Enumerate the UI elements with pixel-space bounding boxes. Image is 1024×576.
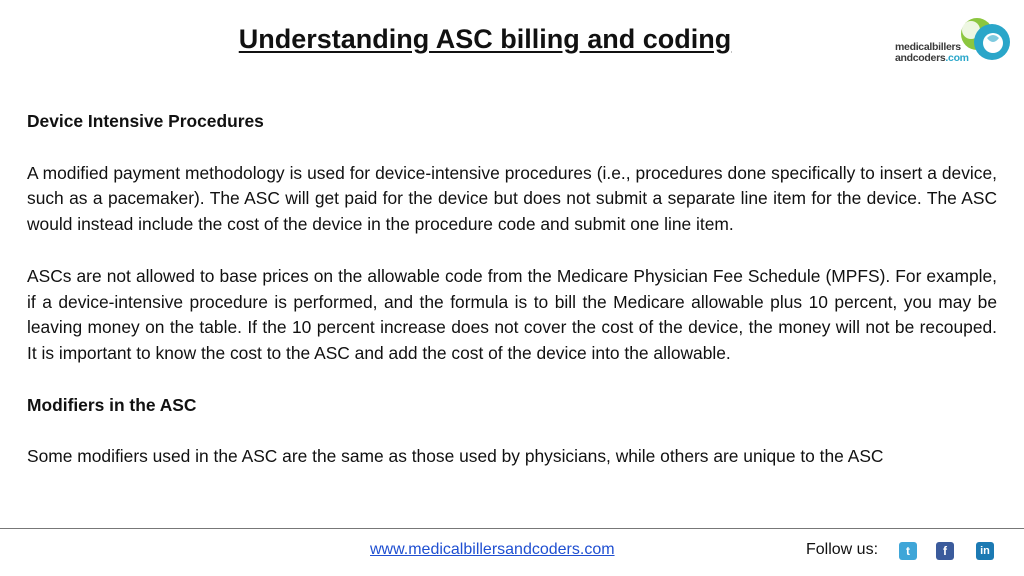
linkedin-icon[interactable]: in — [976, 542, 994, 560]
section-heading-device-intensive: Device Intensive Procedures — [27, 111, 264, 131]
section-heading-modifiers: Modifiers in the ASC — [27, 394, 197, 415]
website-link[interactable]: www.medicalbillersandcoders.com — [370, 541, 615, 558]
follow-us-label: Follow us: — [806, 541, 879, 558]
logo-text-line1: medicalbillers — [895, 41, 961, 53]
logo-text-suffix: .com — [945, 52, 969, 64]
footer-divider — [0, 528, 1024, 529]
paragraph-mpfs-pricing: ASCs are not allowed to base prices on the allowable code from the Medicare Physician Fee Schedule (MPFS). For example, if a device-intensive procedure is performed, and the formula is to bill the Medicare allowable plus 10 percent, you may be leaving money on the table. If the 10 percent increase does not cover the cost of the device, the money will not be recouped. It is important to know the cost to the ASC and add the cost of the device into the allowable. — [27, 265, 997, 364]
paragraph-device-methodology: A modified payment methodology is used for device-intensive procedures (i.e., procedures done specifically to insert a device, such as a pacemaker). The ASC will get paid for the device but does not submit a separate line item for the device. The ASC would instead include the cost of the device in the procedure code and submit one line item. — [27, 162, 997, 235]
slide-body — [27, 109, 997, 470]
twitter-icon[interactable]: t — [899, 542, 917, 560]
facebook-icon[interactable]: f — [936, 542, 954, 560]
paragraph-modifiers: Some modifiers used in the ASC are the same as those used by physicians, while others are unique to the ASC — [27, 446, 884, 467]
logo-text-line2: andcoders — [895, 52, 946, 64]
slide-title: Understanding ASC billing and coding — [238, 24, 732, 54]
company-logo — [893, 12, 1015, 72]
logo-wordmark — [895, 42, 969, 64]
